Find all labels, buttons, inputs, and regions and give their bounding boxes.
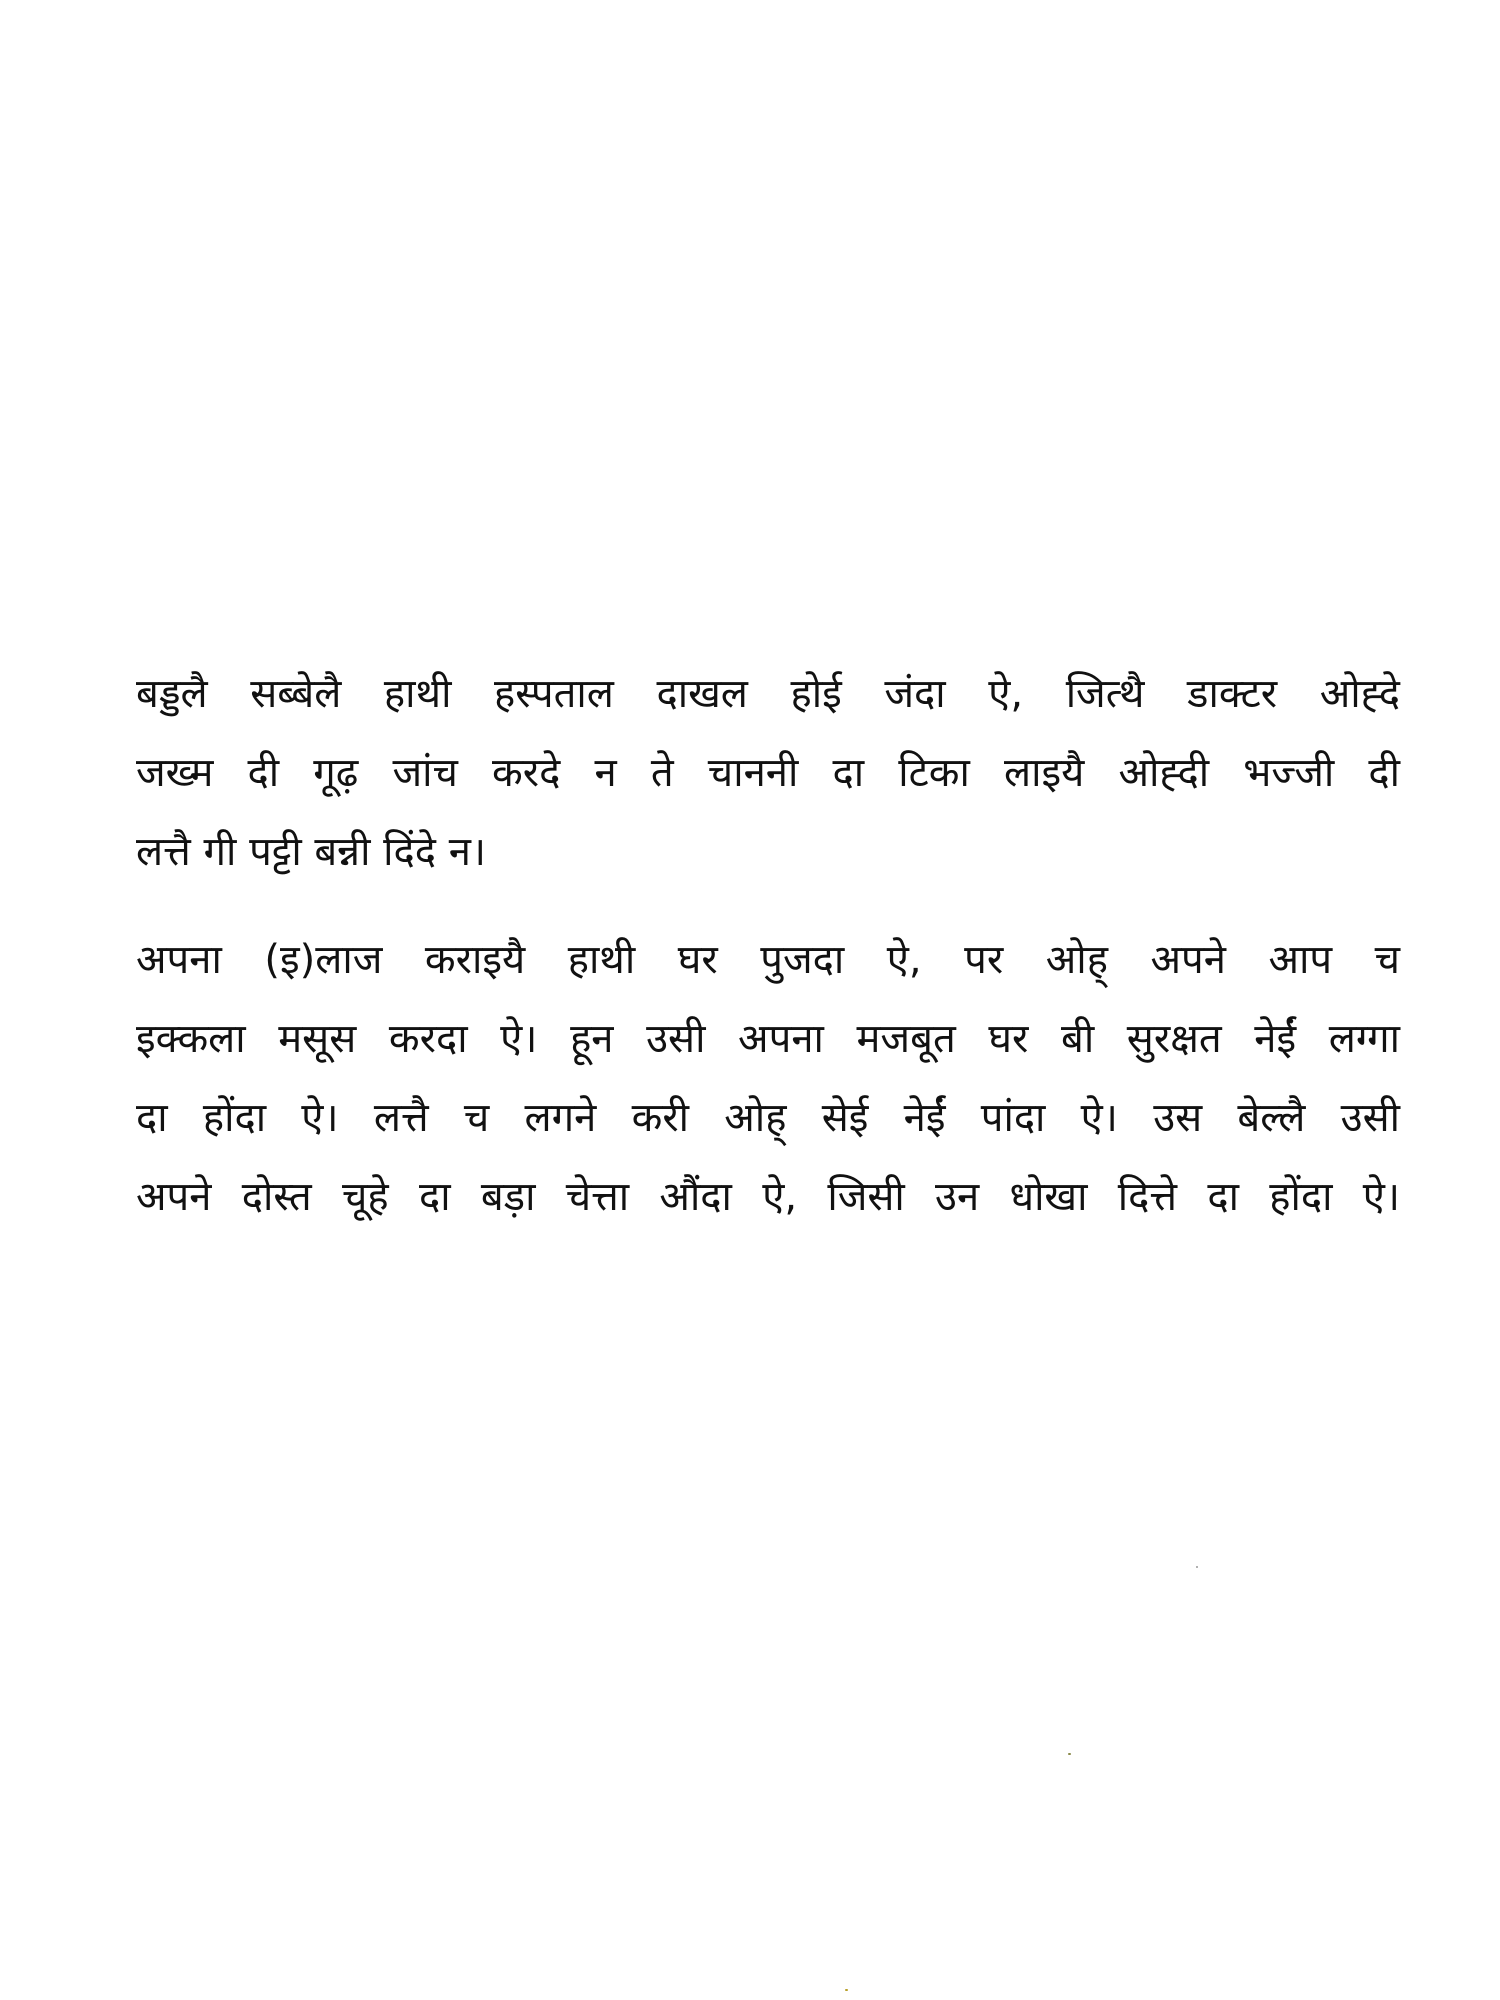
text-line: बड्डलै सब्बेलै हाथी हस्पताल दाखल होई जंदा ऐ, जित्थै डाक्टर ओह्दे	[136, 671, 1400, 717]
scan-speck	[845, 1989, 848, 1991]
paragraph-2	[136, 921, 1400, 1237]
scan-speck	[1196, 1566, 1198, 1568]
text-line: जख्म दी गूढ़ जांच करदे न ते चाननी दा टिका लाइयै ओह्दी भज्जी दी	[136, 750, 1400, 796]
scan-speck	[1068, 1753, 1071, 1755]
text-line: अपने दोस्त चूहे दा बड़ा चेत्ता औंदा ऐ, जिसी उन धोखा दित्ते दा होंदा ऐ।	[136, 1174, 1400, 1220]
text-line: दा होंदा ऐ। लत्तै च लगने करी ओह् सेई नेईं पांदा ऐ। उस बेल्लै उसी	[136, 1095, 1400, 1141]
text-line: लत्तै गी पट्टी बन्नी दिंदे न।	[136, 829, 487, 875]
text-line: अपना (इ)लाज कराइयै हाथी घर पुजदा ऐ, पर ओह् अपने आप च	[136, 937, 1400, 983]
paragraph-1	[136, 655, 1400, 892]
paragraph-spacer	[136, 892, 1400, 921]
story-text	[136, 655, 1400, 1237]
text-line: इक्कला मसूस करदा ऐ। हून उसी अपना मजबूत घर बी सुरक्षत नेईं लग्गा	[136, 1016, 1400, 1062]
